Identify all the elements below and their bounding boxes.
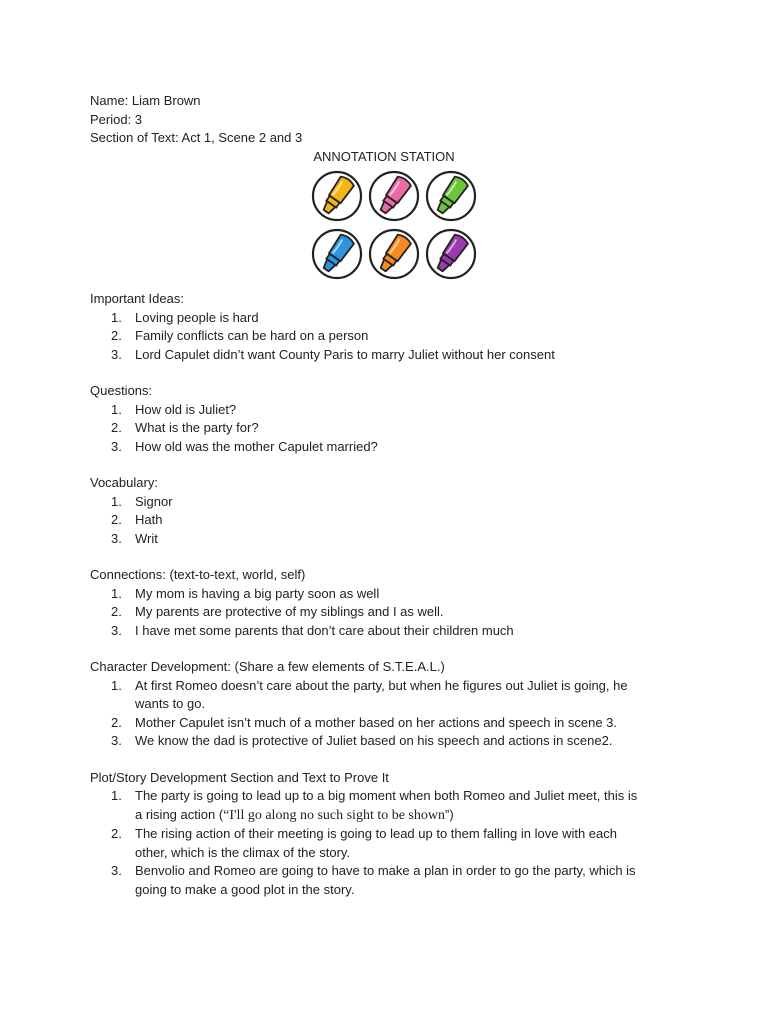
list-item — [90, 438, 690, 457]
connections-heading: Connections: (text-to-text, world, self) — [90, 567, 306, 582]
list-number: 2. — [111, 420, 122, 435]
list-item — [90, 714, 690, 733]
list-number: 3. — [111, 346, 122, 362]
list-item — [90, 787, 690, 825]
list-item-text: Mother Capulet isn’t much of a mother based on her actions and speech in scene 3. — [135, 714, 618, 730]
text-section: Section of Text: Act 1, Scene 2 and 3 — [90, 130, 303, 145]
list-item-text: The party is going to lead up to a big moment when both Romeo and Juliet meet, this is — [135, 788, 638, 803]
list-item — [90, 530, 690, 549]
highlighter-purple-icon — [425, 228, 477, 280]
plot-development-heading: Plot/Story Development Section and Text to Prove It — [90, 769, 389, 785]
list-item-text: We know the dad is protective of Juliet based on his speech and actions in scene2. — [135, 733, 613, 748]
vocabulary-section — [90, 474, 690, 548]
questions-section — [90, 382, 690, 456]
list-item — [90, 309, 690, 328]
list-item — [90, 732, 690, 751]
list-item — [90, 327, 690, 346]
list-item-text: The rising action of their meeting is going to lead up to them falling in love with each — [135, 826, 617, 841]
important-ideas-section — [90, 290, 690, 364]
list-item — [90, 825, 690, 862]
vocabulary-list — [90, 493, 690, 549]
character-development-list — [90, 677, 690, 751]
list-item-text: My parents are protective of my siblings and I as well. — [135, 604, 444, 619]
list-number: 3. — [111, 622, 122, 638]
play-quote: “I'll go along no such sight to be shown — [223, 807, 445, 823]
list-item-text: going to make a good plot in the story. — [135, 881, 355, 897]
list-item-text: Lord Capulet didn’t want County Paris to marry Juliet without her consent — [135, 346, 555, 362]
list-item — [90, 346, 690, 365]
list-item — [90, 677, 690, 714]
list-number: 3. — [111, 733, 122, 748]
list-number: 1. — [111, 401, 122, 417]
list-number: 2. — [111, 714, 122, 730]
list-item-text: How old is Juliet? — [135, 401, 237, 417]
highlighter-green-icon — [425, 170, 477, 222]
connections-list — [90, 585, 690, 641]
list-item-text: Signor — [135, 493, 173, 509]
list-item-text-suffix: ”) — [445, 806, 454, 822]
list-item-text: Writ — [135, 530, 158, 546]
list-number: 2. — [111, 604, 122, 619]
list-number: 1. — [111, 788, 122, 803]
list-item-text: other, which is the climax of the story. — [135, 844, 351, 860]
list-item-text: wants to go. — [135, 696, 206, 711]
list-item-text: Loving people is hard — [135, 309, 259, 325]
list-item — [90, 401, 690, 420]
list-number: 2. — [111, 826, 122, 841]
list-item — [90, 419, 690, 438]
class-period: Period: 3 — [90, 111, 143, 127]
list-item-text: At first Romeo doesn’t care about the party, but when he figures out Juliet is going, he — [135, 677, 628, 693]
connections-section — [90, 566, 690, 640]
character-development-section — [90, 658, 690, 751]
list-number: 1. — [111, 585, 122, 601]
list-number: 1. — [111, 493, 122, 509]
plot-development-list — [90, 787, 690, 899]
list-item-text: My mom is having a big party soon as well — [135, 585, 380, 601]
important-ideas-list — [90, 309, 690, 365]
list-item-text: Hath — [135, 512, 163, 527]
list-item-text: What is the party for? — [135, 420, 259, 435]
list-item-text-prefix: a rising action ( — [135, 806, 224, 822]
list-item — [90, 511, 690, 530]
list-number: 3. — [111, 863, 122, 878]
plot-development-section — [90, 769, 690, 900]
list-item — [90, 493, 690, 512]
list-item-text: Benvolio and Romeo are going to have to make a plan in order to go the party, which is — [135, 863, 636, 878]
highlighter-yellow-icon — [311, 170, 363, 222]
list-item-text — [135, 806, 690, 826]
annotation-worksheet — [90, 92, 690, 917]
highlighter-orange-icon — [368, 228, 420, 280]
character-development-heading: Character Development: (Share a few elements of S.T.E.A.L.) — [90, 659, 445, 674]
list-item — [90, 585, 690, 604]
highlighter-blue-icon — [311, 228, 363, 280]
list-item — [90, 622, 690, 641]
student-name: Name: Liam Brown — [90, 93, 201, 108]
list-item — [90, 862, 690, 899]
list-number: 2. — [111, 328, 122, 343]
list-number: 1. — [111, 677, 122, 693]
questions-list — [90, 401, 690, 457]
questions-heading: Questions: — [90, 383, 153, 398]
highlighter-pink-icon — [368, 170, 420, 222]
list-number: 2. — [111, 512, 122, 527]
list-item-text: Family conflicts can be hard on a person — [135, 328, 369, 343]
vocabulary-heading: Vocabulary: — [90, 475, 158, 490]
important-ideas-heading: Important Ideas: — [90, 291, 184, 306]
list-item-text: How old was the mother Capulet married? — [135, 438, 378, 454]
list-item-text: I have met some parents that don’t care about their children much — [135, 622, 514, 638]
list-number: 3. — [111, 530, 122, 546]
highlighter-icons — [303, 170, 477, 280]
list-number: 3. — [111, 438, 122, 454]
list-item — [90, 603, 690, 622]
list-number: 1. — [111, 309, 122, 325]
station-title: ANNOTATION STATION — [313, 148, 455, 164]
